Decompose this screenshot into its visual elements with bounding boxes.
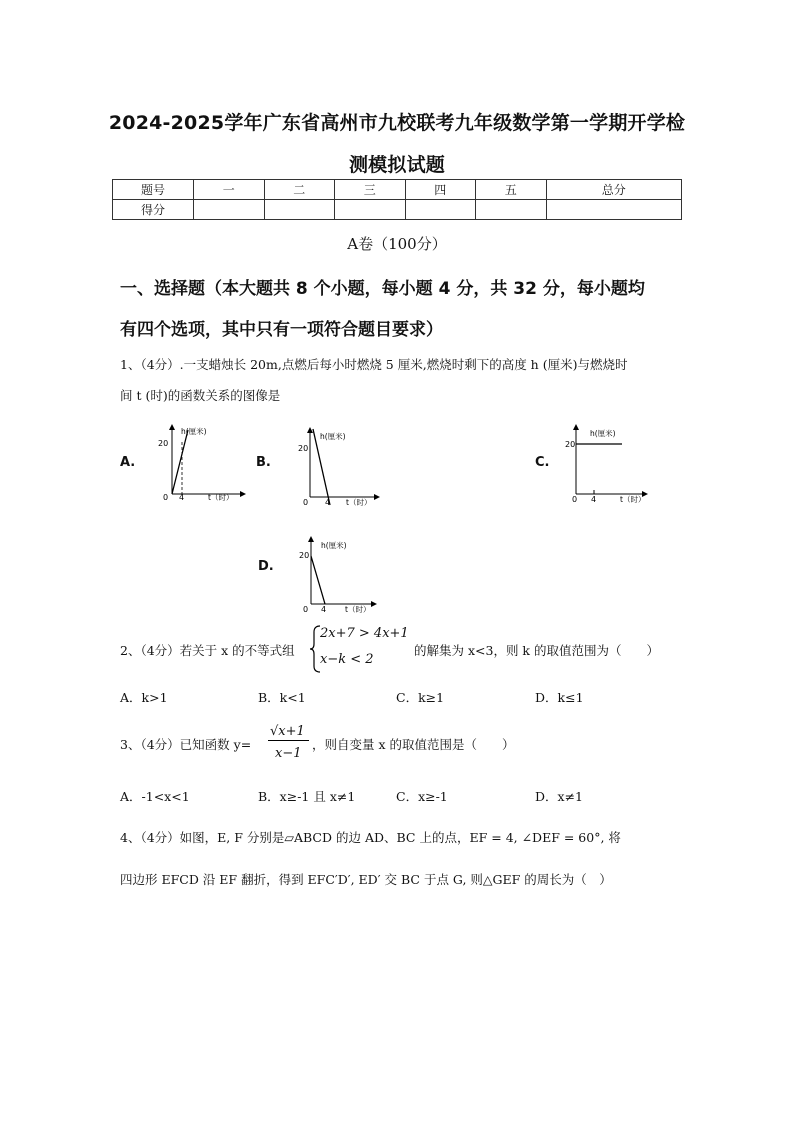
score-table — [112, 179, 682, 220]
y-tick-20: 20 — [158, 439, 169, 448]
table-cell: 得分 — [113, 200, 194, 220]
table-cell: 一 — [194, 180, 265, 200]
inequality-1: 2x+7 > 4x+1 — [320, 626, 409, 641]
option-c[interactable]: C．k≥1 — [396, 690, 445, 705]
option-b[interactable]: B．k<1 — [258, 690, 306, 705]
y-axis-label: h(厘米) — [321, 541, 347, 550]
x-tick-4: 4 — [591, 495, 597, 504]
y-axis-label: h(厘米) — [181, 427, 207, 436]
x-tick-4: 4 — [325, 498, 331, 507]
page-title-line2: 测模拟试题 — [348, 154, 445, 176]
x-axis-label: t（时） — [620, 495, 646, 504]
origin-label: 0 — [163, 493, 169, 502]
option-a[interactable]: A．-1<x<1 — [120, 789, 190, 804]
score-table-header-row — [113, 180, 682, 200]
origin-label: 0 — [303, 498, 309, 507]
table-cell: 五 — [476, 180, 547, 200]
question-3-stem: 3、（4分）已知函数 y= — [120, 737, 252, 752]
table-cell: 总分 — [546, 180, 682, 200]
table-cell: 四 — [405, 180, 476, 200]
origin-label: 0 — [303, 605, 309, 614]
x-axis-label: t（时） — [346, 498, 372, 507]
option-b-label[interactable]: B. — [256, 455, 271, 470]
y-tick-20: 20 — [298, 444, 309, 453]
question-2-stem: 2、（4分）若关于 x 的不等式组 — [120, 643, 295, 658]
score-input-cell[interactable] — [546, 200, 682, 220]
question-1-stem-line2: 间 t (时)的函数关系的图像是 — [120, 388, 281, 403]
question-4-stem: 4、（4分）如图，E, F 分别是▱ABCD 的边 AD、BC 上的点，EF = 4, ∠DEF = 60°, 将 — [120, 830, 621, 845]
x-axis-label: t（时） — [208, 493, 234, 502]
y-axis-label: h(厘米) — [320, 432, 346, 441]
volume-heading: A卷（100分） — [347, 235, 447, 253]
option-d[interactable]: D．x≠1 — [535, 789, 583, 804]
inequality-2: x−k < 2 — [320, 652, 374, 667]
graph-c — [560, 422, 660, 504]
fraction-numerator: √x+1 — [268, 724, 309, 741]
question-2-stem-end: 的解集为 x<3，则 k 的取值范围为（ ） — [414, 643, 659, 658]
page-title: 2024-2025学年广东省高州市九校联考九年级数学第一学期开学检 — [108, 112, 686, 134]
graph-b — [296, 425, 386, 511]
y-axis-label: h(厘米) — [590, 429, 616, 438]
option-c-label[interactable]: C. — [535, 455, 550, 470]
question-1-stem: 1、（4分）.一支蜡烛长 20m,点燃后每小时燃烧 5 厘米,燃烧时剩下的高度 h (厘米)与燃烧时 — [120, 357, 628, 372]
y-tick-20: 20 — [299, 551, 310, 560]
option-b[interactable]: B．x≥-1 且 x≠1 — [258, 789, 356, 804]
score-input-cell[interactable] — [194, 200, 265, 220]
option-d[interactable]: D．k≤1 — [535, 690, 584, 705]
score-input-cell[interactable] — [476, 200, 547, 220]
section-heading: 一、选择题（本大题共 8 个小题，每小题 4 分，共 32 分，每小题均 — [120, 279, 645, 299]
x-tick-4: 4 — [179, 493, 185, 502]
x-axis-label: t（时） — [345, 605, 371, 614]
graph-d — [295, 536, 385, 616]
option-a-label[interactable]: A. — [120, 455, 136, 470]
score-input-cell[interactable] — [335, 200, 406, 220]
section-heading-line2: 有四个选项，其中只有一项符合题目要求） — [120, 320, 443, 340]
table-cell: 二 — [264, 180, 335, 200]
x-tick-4: 4 — [321, 605, 327, 614]
score-input-cell[interactable] — [405, 200, 476, 220]
question-4-stem-line2: 四边形 EFCD 沿 EF 翻折，得到 EFC′D′, ED′ 交 BC 于点 G, 则△GEF 的周长为（ ） — [120, 872, 612, 887]
origin-label: 0 — [572, 495, 578, 504]
fraction-denominator: x−1 — [275, 746, 302, 761]
option-c[interactable]: C．x≥-1 — [396, 789, 448, 804]
score-table-score-row — [113, 200, 682, 220]
graph-a — [150, 422, 250, 504]
score-input-cell[interactable] — [264, 200, 335, 220]
option-d-label[interactable]: D. — [258, 559, 274, 574]
option-a[interactable]: A．k>1 — [120, 690, 168, 705]
table-cell: 题号 — [113, 180, 194, 200]
table-cell: 三 — [335, 180, 406, 200]
y-tick-20: 20 — [565, 440, 576, 449]
question-3-stem-end: ，则自变量 x 的取值范围是（ ） — [312, 737, 515, 752]
